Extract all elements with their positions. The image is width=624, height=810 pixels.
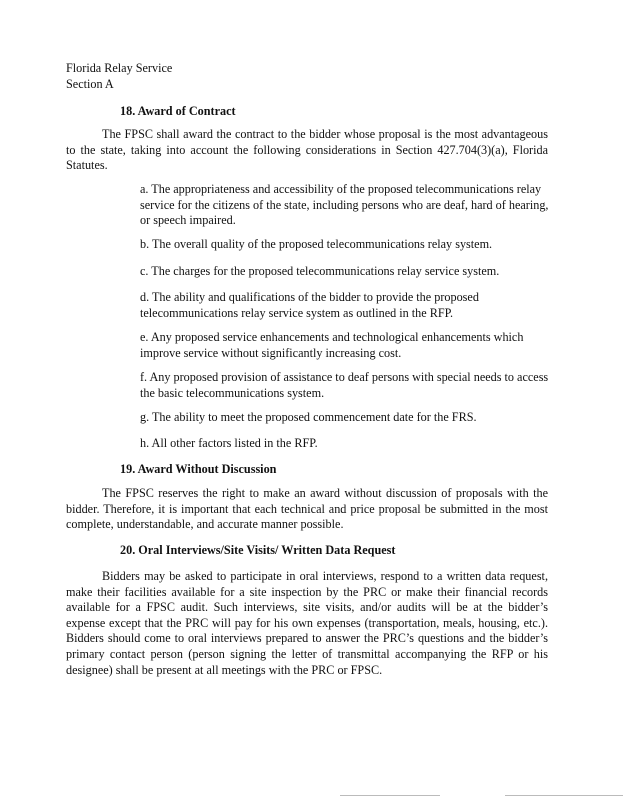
- section-19-heading: 19. Award Without Discussion: [120, 462, 277, 476]
- footer-rule-right: [505, 795, 623, 796]
- section-18-heading: 18. Award of Contract: [120, 104, 236, 118]
- section-20-heading: 20. Oral Interviews/Site Visits/ Written Data Request: [120, 543, 396, 557]
- list-item-a: a. The appropriateness and accessibility of the proposed telecommunications relay service for the citizens of the state, including persons who are deaf, hard of hearing, or speech impaired.: [140, 182, 549, 228]
- section-20-paragraph: Bidders may be asked to participate in oral interviews, respond to a written data request, make their facilities available for a site inspection by the PRC or make their financial records available for a FPSC audit. Such interviews, site visits, and/or audits will be at the bidder’s expense except that the PRC will pay for his own expenses (transportation, meals, housing, etc.). Bidders should come to oral interviews prepared to answer the PRC’s questions and the bidder’s primary contact person (person signing the letter of transmittal accompanying the RFP or his designee) shall be present at all meetings with the PRC or FPSC.: [66, 569, 548, 677]
- header-line-2: Section A: [66, 76, 114, 91]
- footer-rule-left: [340, 795, 440, 796]
- list-item-c: c. The charges for the proposed telecommunications relay service system.: [140, 264, 500, 278]
- list-item-d: d. The ability and qualifications of the bidder to provide the proposed telecommunications relay service system as outlined in the RFP.: [140, 290, 479, 320]
- list-item-e: e. Any proposed service enhancements and technological enhancements which improve service without significantly increasing cost.: [140, 330, 524, 360]
- list-item-h: h. All other factors listed in the RFP.: [140, 436, 318, 450]
- list-item-b: b. The overall quality of the proposed telecommunications relay system.: [140, 237, 493, 251]
- section-18-paragraph: The FPSC shall award the contract to the bidder whose proposal is the most advantageous to the state, taking into account the following considerations in Section 427.704(3)(a), Florida Statutes.: [66, 127, 548, 173]
- list-item-f: f. Any proposed provision of assistance to deaf persons with special needs to access the basic telecommunications system.: [140, 370, 549, 400]
- page-header: [66, 61, 172, 92]
- header-line-1: Florida Relay Service: [66, 61, 173, 75]
- list-item-g: g. The ability to meet the proposed commencement date for the FRS.: [140, 410, 477, 424]
- section-19-paragraph: The FPSC reserves the right to make an award without discussion of proposals with the bidder. Therefore, it is important that each technical and price proposal be submitted in the most complete, understandable, and accurate manner possible.: [66, 486, 548, 532]
